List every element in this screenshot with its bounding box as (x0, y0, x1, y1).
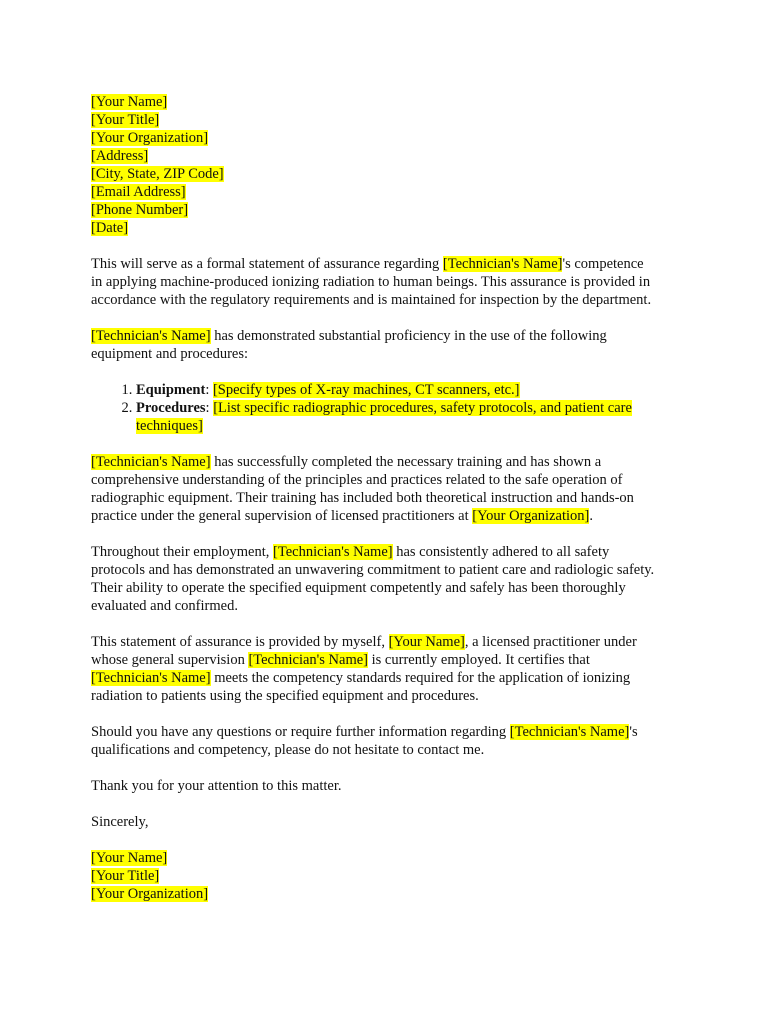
closing (91, 813, 691, 831)
sender-organization: [Your Organization] (91, 130, 209, 146)
text-line: in applying machine-produced ionizing radiation to human beings. This assurance is provided in (91, 274, 651, 290)
text-segment: practice under the general supervision of licensed practitioners at (91, 508, 473, 524)
paragraph-contact (91, 723, 691, 759)
text-segment: This statement of assurance is provided by myself, (91, 634, 389, 650)
placeholder-procedures: [List specific radiographic procedures, safety protocols, and patient care (213, 400, 632, 416)
placeholder-technician-name: [Technician's Name] (273, 544, 393, 560)
closing-salutation: Sincerely, (91, 814, 149, 830)
placeholder-technician-name: [Technician's Name] (509, 724, 630, 740)
text-segment: Throughout their employment, (91, 544, 274, 560)
text-segment: 's competence (562, 256, 644, 272)
text-segment: has demonstrated substantial proficiency in the use of the following (210, 328, 607, 344)
placeholder-technician-name: [Technician's Name] (91, 670, 211, 686)
text-line: accordance with the regulatory requirements and is maintained for inspection by the department. (91, 292, 652, 308)
text-line: Their ability to operate the specified equipment competently and safely has been thoroughly (91, 580, 626, 596)
text-line: qualifications and competency, please do not hesitate to contact me. (91, 742, 485, 758)
text-segment: : (205, 400, 214, 416)
text-segment: 's (629, 724, 638, 740)
placeholder-procedures-continued: techniques] (136, 418, 203, 434)
placeholder-technician-name: [Technician's Name] (442, 256, 563, 272)
text-segment: . (589, 508, 593, 524)
placeholder-technician-name: [Technician's Name] (91, 328, 211, 344)
text-line: equipment and procedures: (91, 346, 249, 362)
signature-name: [Your Name] (91, 850, 168, 866)
text-segment: whose general supervision (91, 652, 249, 668)
list-item-procedures (136, 399, 691, 435)
placeholder-technician-name: [Technician's Name] (91, 454, 211, 470)
text-segment: has successfully completed the necessary training and has shown a (210, 454, 602, 470)
text-segment: meets the competency standards required for the application of ionizing (210, 670, 631, 686)
sender-address: [Address] (91, 148, 149, 164)
signature-title: [Your Title] (91, 868, 160, 884)
sender-block (91, 93, 691, 237)
text-line: evaluated and confirmed. (91, 598, 238, 614)
paragraph-certification (91, 633, 691, 705)
text-segment: has consistently adhered to all safety (392, 544, 610, 560)
text-line: radiographic equipment. Their training has included both theoretical instruction and hands-on (91, 490, 634, 506)
signature-block (91, 849, 691, 903)
list-item-term: Procedures (136, 400, 206, 416)
sender-city-state-zip: [City, State, ZIP Code] (91, 166, 224, 182)
placeholder-your-name: [Your Name] (388, 634, 465, 650)
paragraph-proficiency (91, 327, 691, 363)
paragraph-training (91, 453, 691, 525)
sender-email: [Email Address] (91, 184, 186, 200)
sender-title: [Your Title] (91, 112, 160, 128)
sender-phone: [Phone Number] (91, 202, 189, 218)
text-segment: Should you have any questions or require further information regarding (91, 724, 510, 740)
text-segment: This will serve as a formal statement of assurance regarding (91, 256, 443, 272)
paragraph-intro (91, 255, 691, 309)
letter-body (91, 93, 691, 921)
text-segment: , a licensed practitioner under (464, 634, 637, 650)
text-line: comprehensive understanding of the principles and practices related to the safe operation of (91, 472, 623, 488)
paragraph-thanks (91, 777, 691, 795)
equipment-procedures-list (91, 381, 691, 435)
placeholder-organization: [Your Organization] (472, 508, 590, 524)
list-item-equipment (136, 381, 691, 399)
text-line: protocols and has demonstrated an unwavering commitment to patient care and radiologic safety. (91, 562, 655, 578)
text-line: Thank you for your attention to this matter. (91, 778, 342, 794)
text-line: radiation to patients using the specified equipment and procedures. (91, 688, 479, 704)
signature-organization: [Your Organization] (91, 886, 209, 902)
placeholder-technician-name: [Technician's Name] (248, 652, 369, 668)
paragraph-employment (91, 543, 691, 615)
sender-name: [Your Name] (91, 94, 168, 110)
text-segment: is currently employed. It certifies that (368, 652, 590, 668)
text-segment: : (205, 382, 213, 398)
placeholder-equipment: [Specify types of X-ray machines, CT scanners, etc.] (212, 382, 520, 398)
list-item-term: Equipment (136, 382, 206, 398)
letter-date: [Date] (91, 220, 129, 236)
